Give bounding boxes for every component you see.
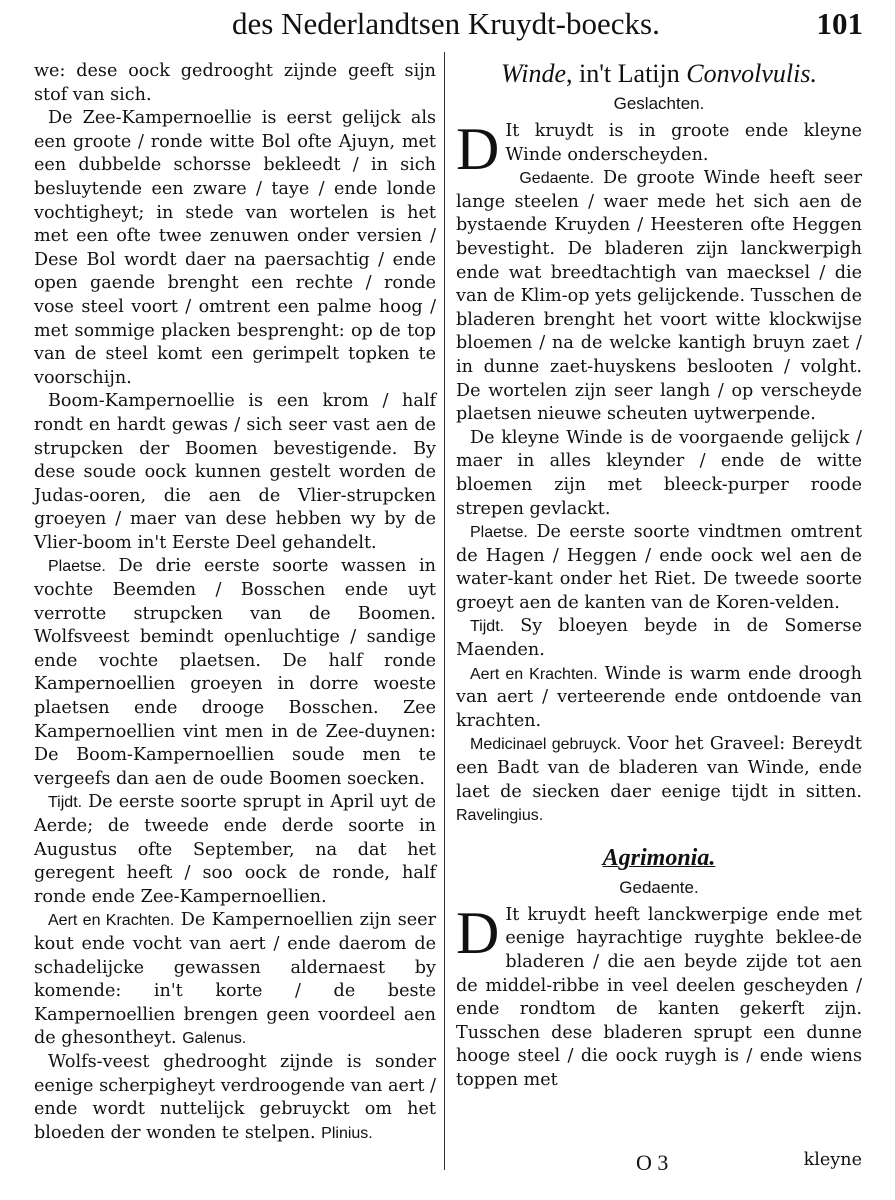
winde-plaetse-label: Plaetse. xyxy=(470,524,528,542)
right-column xyxy=(456,60,862,1093)
tijdt-label: Tijdt. xyxy=(48,794,83,812)
drop-cap-agrimonia: D xyxy=(456,899,500,966)
left-column xyxy=(34,60,436,1145)
paragraph-boom-kampernoellie: Boom-Kampernoellie is een krom / half rondt en hardt gewas / sich seer vast aen de strupcken der Boomen bevestigende. By dese soude oock kunnen gestelt worden de Judas-ooren, die aen de Vlier-strupcken groeyen / maer van dese hebben wy by de Vlier-boom in't Eerste Deel gehandelt. xyxy=(34,391,436,553)
plaetse-label: Plaetse. xyxy=(48,558,106,576)
page-header xyxy=(0,4,895,50)
section-heading-winde xyxy=(456,60,862,88)
gedaente-text: De groote Winde heeft seer lange steelen / waer mede het sich aen de bystaende Kruyden / Heesteren ofte Heggen bevestight. De bladeren zijn lanckwerpigh ende wat breedtachtigh van maecksel / die van de Klim-op yets gelijckende. Tusschen de bladeren brenght het voort witte klockwijse bloemen / na de welcke kantigh bruyn zaet / in dunne zaet-huyskens beslooten / volght. De wortelen zijn seer langh / op verscheyde plaetsen nieuwe scheuten uytwerpende. xyxy=(456,168,862,425)
paragraph-winde-plaetse xyxy=(456,521,862,615)
plaetse-text: De drie eerste soorte wassen in vochte Beemden / Bosschen ende uyt verrotte strupcken van de Boomen. Wolfsveest bemindt openluchtige / sandige ende vochte plaetsen. De half ronde Kampernoellien groeyen in dorre woeste plaetsen ende drooge Bosschen. Zee Kampernoellien vint men in de Zee-duynen: De Boom-Kampernoellien soude men te vergeefs dan aen de oude Boomen soecken. xyxy=(34,556,436,789)
agrimonia-text: It kruydt heeft lanckwerpige ende met eenige hayrachtige ruyghte beklee-de bladeren / die aen beyde zijde tot aen de middel-ribbe in veel deelen gescheyden / ende rondtom de kanten gekerft zijn. Tusschen dese bladeren sprupt een dunne hooge steel / die oock ruygh is / ende wiens toppen met xyxy=(456,904,862,1090)
paragraph-tijdt xyxy=(34,791,436,909)
source-plinius: Plinius. xyxy=(321,1124,373,1142)
page-number: 101 xyxy=(816,6,863,41)
medicinael-label: Medicinael gebruyck. xyxy=(470,736,622,754)
winde-intro-text: It kruydt is in groote ende kleyne Winde onderscheyden. xyxy=(505,121,862,165)
wolfs-veest-text: Wolfs-veest ghedrooght zijnde is sonder eenige scherpigheyt verdroogende van aert / ende wordt nuttelijck gebruyckt om het bloeden der wonden te stelpen. xyxy=(34,1051,436,1143)
source-galenus: Galenus. xyxy=(182,1030,247,1048)
source-ravelingius: Ravelingius. xyxy=(456,807,544,825)
heading-convolvulis: Convolvulis. xyxy=(686,59,817,88)
winde-tijdt-label: Tijdt. xyxy=(470,618,505,636)
page-footer xyxy=(456,1150,862,1180)
tijdt-text: De eerste soorte sprupt in April uyt de Aerde; de tweede ende derde soorte in Augustus ofte September, na dat het geregent heeft / soo oock de ronde, half ronde ende Zee-Kampernoellien. xyxy=(34,792,436,907)
aert-label: Aert en Krachten. xyxy=(48,912,175,930)
winde-tijdt-text: Sy bloeyen beyde in de Somerse Maenden. xyxy=(456,616,862,661)
heading-latin-prefix: , in't Latijn xyxy=(566,59,680,88)
paragraph-zee-kampernoellie: De Zee-Kampernoellie is eerst gelijck als een groote / ronde witte Bol ofte Ajuyn, met een dubbelde schorsse bekleedt / in sich besluytende een zware / taye / ende londe vochtigheyt; in stede van wortelen is het met een ofte twee zenuwen onder versien / Dese Bol wordt daer na paersachtig / ende open gaende brenght een rechte / ronde vose steel voort / omtrent een palme hoog / met sommige placken besprenght: op de top van de steel komt een gerimpelt topken te voorschijn. xyxy=(34,108,436,388)
catchword: kleyne xyxy=(803,1150,862,1170)
medicinael-text: Voor het Graveel: Bereydt een Badt van de bladeren van Winde, ende laet de siecken daer eenige tijdt in sitten. xyxy=(456,734,863,802)
paragraph-wolfs-veest xyxy=(34,1051,436,1145)
winde-aert-label: Aert en Krachten. xyxy=(470,665,598,683)
heading-winde: Winde xyxy=(501,59,567,88)
drop-cap: D xyxy=(456,116,500,182)
signature-mark: O 3 xyxy=(636,1150,669,1175)
winde-aert-text: Winde is warm ende droogh van aert / verteerende ende ontdoende van krachten. xyxy=(456,663,862,731)
column-divider xyxy=(444,52,445,1170)
paragraph-continuation: we: dese oock gedrooght zijnde geeft sijn stof van sich. xyxy=(34,61,436,105)
paragraph-winde-aert xyxy=(456,663,862,734)
subheading-geslachten: Geslachten. xyxy=(613,94,705,113)
paragraph-aert-en-krachten xyxy=(34,909,436,1051)
section-heading-agrimonia: Agrimonia. xyxy=(602,844,716,871)
paragraph-winde-tijdt xyxy=(456,615,862,662)
paragraph-gedaente xyxy=(456,167,862,427)
paragraph-plaetse xyxy=(34,555,436,791)
subheading-gedaente: Gedaente. xyxy=(619,877,699,897)
paragraph-kleyne-winde: De kleyne Winde is de voorgaende gelijck / maer in alles kleynder / ende de witte bloemen zijn met bleeck-purper roode strepen gevlackt. xyxy=(456,427,862,519)
running-title: des Nederlandtsen Kruydt-boecks. xyxy=(232,6,660,41)
paragraph-medicinael xyxy=(456,733,862,827)
aert-text: De Kampernoellien zijn seer kout ende vocht van aert / ende daerom de schadelijcke gewassen aldernaest by komende: in't korte / de beste Kampernoellien brengen geen voordeel aen de ghesontheyt. xyxy=(34,910,437,1049)
winde-plaetse-text: De eerste soorte vindtmen omtrent de Hagen / Heggen / ende oock wel aen de water-kant onder het Riet. De tweede soorte groeyt aen de kanten van de Koren-velden. xyxy=(456,522,863,613)
paragraph-agrimonia xyxy=(456,899,862,1093)
gedaente-label: Gedaente. xyxy=(519,170,595,188)
